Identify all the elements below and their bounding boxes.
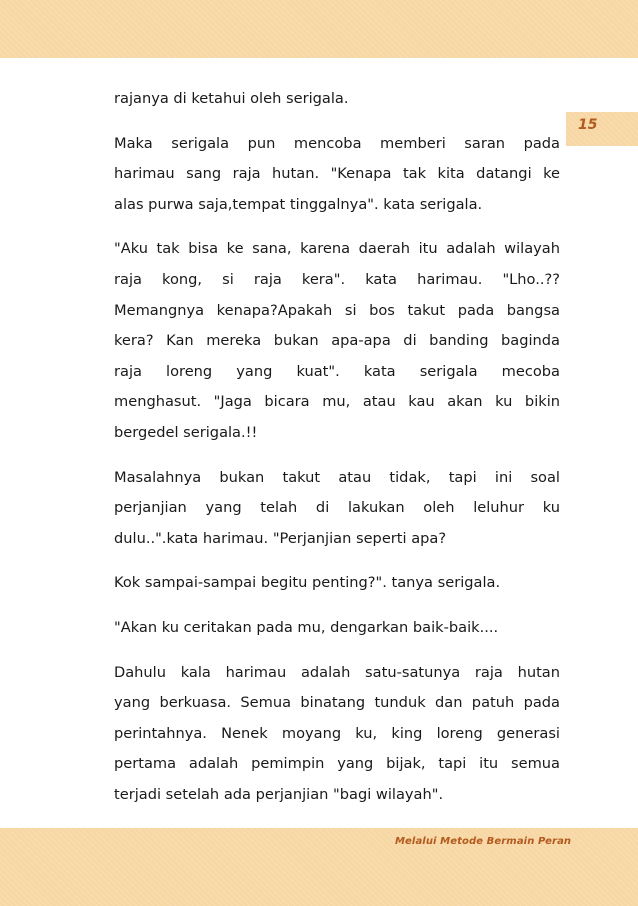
text-line: "Akan ku ceritakan pada mu, dengarkan baik-baik.... [114,618,499,636]
text-line: Masalahnya bukan takut atau tidak, tapi ini soal [114,468,560,486]
header-band [0,0,638,58]
body-text [114,84,560,824]
text-line: bergedel serigala.!! [114,423,258,441]
footer-title: Melalui Metode Bermain Peran [395,836,572,847]
text-line: raja kong, si raja kera". kata harimau. "Lho..?? [114,270,560,288]
text-line: Memangnya kenapa?Apakah si bos takut pada bangsa [114,301,560,319]
text-line: dulu..".kata harimau. "Perjanjian seperti apa? [114,529,447,547]
text-line: kera? Kan mereka bukan apa-apa di banding baginda [114,332,560,350]
text-line: Dahulu kala harimau adalah satu-satunya raja hutan [114,663,560,681]
text-line: rajanya di ketahui oleh serigala. [114,90,349,107]
paragraph [114,613,560,644]
paragraph [114,234,560,448]
text-line: raja loreng yang kuat". kata serigala mecoba [114,362,560,380]
paragraph [114,84,560,115]
text-line: yang berkuasa. Semua binatang tunduk dan patuh pada [114,694,560,712]
text-line: perjanjian yang telah di lakukan oleh leluhur ku [114,499,560,517]
paragraph [114,658,560,811]
page-number: 15 [578,117,598,133]
paragraph [114,463,560,555]
text-line: perintahnya. Nenek moyang ku, king loreng generasi [114,724,560,742]
text-line: alas purwa saja,tempat tinggalnya". kata serigala. [114,195,483,213]
text-line: pertama adalah pemimpin yang bijak, tapi itu semua [114,755,560,773]
page-number-tab [566,112,638,146]
text-line: terjadi setelah ada perjanjian "bagi wilayah". [114,785,444,803]
text-line: harimau sang raja hutan. "Kenapa tak kita datangi ke [114,165,560,183]
text-line: Maka serigala pun mencoba memberi saran pada [114,134,560,152]
text-line: menghasut. "Jaga bicara mu, atau kau akan ku bikin [114,393,560,411]
text-line: "Aku tak bisa ke sana, karena daerah itu adalah wilayah [114,240,560,258]
paragraph [114,568,560,599]
paragraph [114,129,560,221]
text-line: Kok sampai-sampai begitu penting?". tanya serigala. [114,574,501,592]
